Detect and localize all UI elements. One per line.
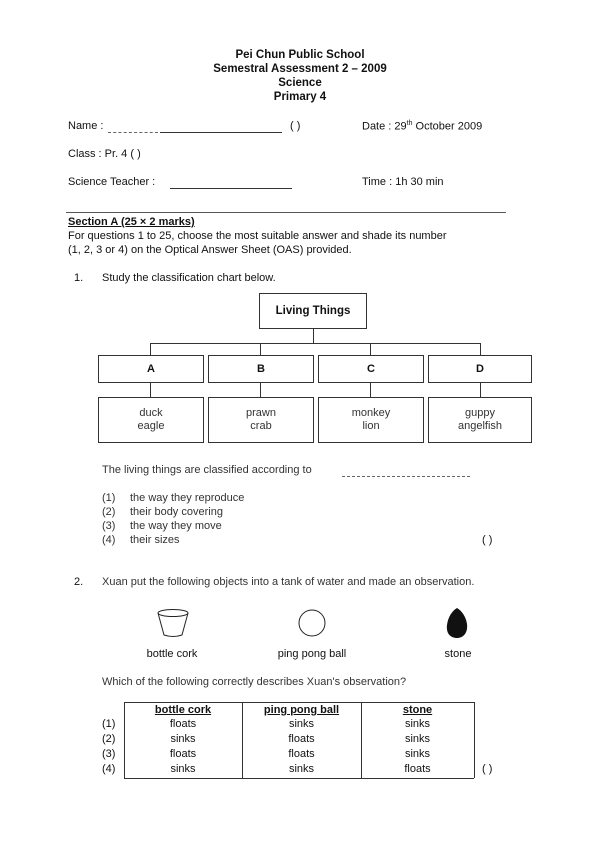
chart-connector-d — [480, 383, 481, 397]
table-header-ball: ping pong ball — [263, 704, 340, 716]
chart-connector-b — [260, 383, 261, 397]
q2-number: 2. — [74, 576, 84, 588]
chart-branch-d — [480, 343, 481, 355]
example-text: angelfish — [457, 420, 503, 432]
chart-root: Living Things — [259, 293, 367, 329]
chart-root-connector — [313, 329, 314, 343]
q1-prompt: Study the classification chart below. — [102, 272, 276, 284]
teacher-label: Science Teacher : — [68, 176, 156, 188]
table-cell: sinks — [404, 748, 431, 760]
name-dots — [108, 132, 158, 133]
time-label: Time : 1h 30 min — [362, 176, 444, 188]
chart-examples-c — [318, 397, 424, 443]
q1-answer-paren[interactable]: ( ) — [482, 534, 493, 546]
q1-option-3-num: (3) — [102, 520, 116, 532]
chart-branch-c — [370, 343, 371, 355]
table-border-right — [474, 702, 475, 778]
chart-group-a: A — [98, 355, 204, 383]
q2-answer-paren[interactable]: ( ) — [482, 763, 493, 775]
section-instruction-1: For questions 1 to 25, choose the most suitable answer and shade its number — [68, 230, 447, 242]
example-text: eagle — [137, 420, 165, 432]
table-cell: sinks — [288, 718, 315, 730]
q2-row-num: (4) — [102, 763, 116, 775]
section-divider — [66, 212, 506, 213]
example-text: crab — [250, 420, 272, 432]
name-line[interactable] — [160, 132, 282, 133]
q1-option-2-num: (2) — [102, 506, 116, 518]
object-label-ball: ping pong ball — [277, 648, 347, 660]
section-instruction-2: (1, 2, 3 or 4) on the Optical Answer Sheet (OAS) provided. — [68, 244, 352, 256]
chart-connector-a — [150, 383, 151, 397]
chart-examples-b — [208, 397, 314, 443]
table-cell: floats — [169, 718, 197, 730]
example-text: lion — [362, 420, 380, 432]
table-cell: sinks — [404, 733, 431, 745]
chart-branch-b — [260, 343, 261, 355]
table-cell: floats — [288, 733, 315, 745]
example-text: prawn — [246, 407, 276, 419]
table-header-cork: bottle cork — [154, 704, 212, 716]
table-border-top — [124, 702, 474, 703]
section-title: Section A (25 × 2 marks) — [68, 216, 195, 228]
chart-group-d: D — [428, 355, 532, 383]
class-label: Class : Pr. 4 ( ) — [68, 148, 141, 160]
bottle-cork-icon — [156, 608, 190, 638]
table-cell: sinks — [170, 763, 196, 775]
q2-row-num: (3) — [102, 748, 116, 760]
q1-option-1[interactable]: the way they reproduce — [130, 492, 245, 504]
table-cell: sinks — [288, 763, 315, 775]
name-label: Name : — [68, 120, 104, 132]
q2-row-num: (2) — [102, 733, 116, 745]
table-header-stone: stone — [402, 704, 433, 716]
q2-question: Which of the following correctly describes Xuan's observation? — [102, 676, 407, 688]
assessment-title: Semestral Assessment 2 – 2009 — [213, 63, 387, 75]
chart-branch-line — [150, 343, 480, 344]
q1-option-4[interactable]: their sizes — [130, 534, 180, 546]
table-cell: floats — [404, 763, 431, 775]
q1-option-4-num: (4) — [102, 534, 116, 546]
table-cell: sinks — [170, 733, 196, 745]
chart-branch-a — [150, 343, 151, 355]
q1-option-1-num: (1) — [102, 492, 116, 504]
object-label-cork: bottle cork — [146, 648, 198, 660]
level-title: Primary 4 — [273, 91, 327, 103]
ping-pong-ball-icon — [297, 608, 327, 638]
example-text: duck — [139, 407, 163, 419]
chart-examples-d — [428, 397, 532, 443]
table-cell: floats — [288, 748, 315, 760]
register-number-paren: ( ) — [290, 120, 301, 132]
q1-option-3[interactable]: the way they move — [130, 520, 222, 532]
chart-examples-a — [98, 397, 204, 443]
stone-icon — [444, 606, 470, 640]
date-label: Date : 29th October 2009 — [362, 120, 483, 133]
chart-group-c: C — [318, 355, 424, 383]
object-label-stone: stone — [444, 648, 472, 660]
q1-option-2[interactable]: their body covering — [130, 506, 223, 518]
table-cell: sinks — [404, 718, 431, 730]
chart-connector-c — [370, 383, 371, 397]
q2-row-num: (1) — [102, 718, 116, 730]
example-text: monkey — [351, 407, 391, 419]
school-name: Pei Chun Public School — [235, 49, 365, 61]
example-text: guppy — [465, 407, 495, 419]
q1-blank — [342, 476, 470, 477]
q1-number: 1. — [74, 272, 84, 284]
table-border-bottom — [124, 778, 474, 779]
table-cell: floats — [169, 748, 197, 760]
q2-prompt: Xuan put the following objects into a tank of water and made an observation. — [102, 576, 475, 588]
chart-group-b: B — [208, 355, 314, 383]
q1-stem: The living things are classified according to — [102, 464, 312, 476]
subject-title: Science — [278, 77, 322, 89]
teacher-line[interactable] — [170, 188, 292, 189]
